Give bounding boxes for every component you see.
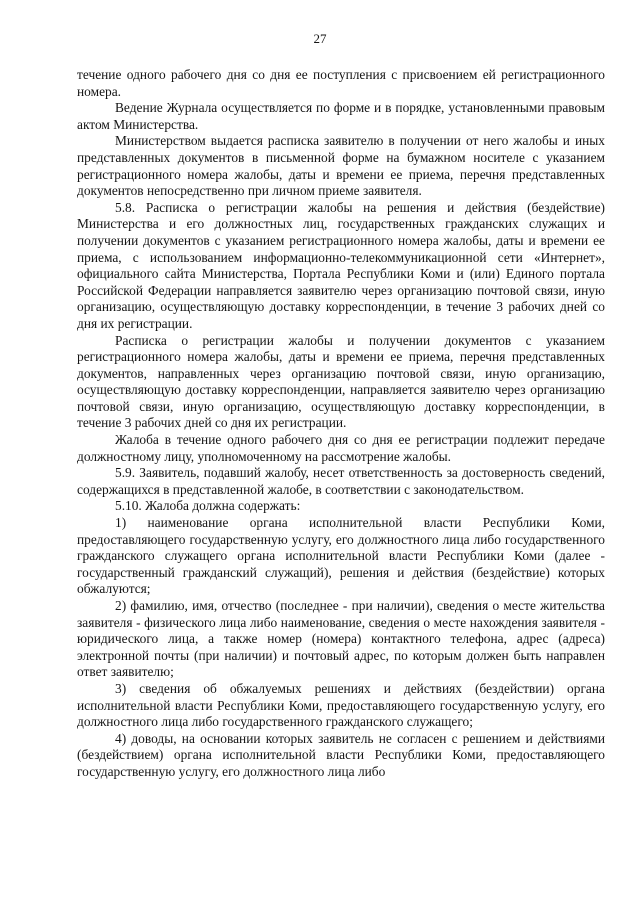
paragraph-5-10: 5.10. Жалоба должна содержать: [115,498,301,514]
paragraph-5-9: 5.9. Заявитель, подавший жалобу, несет ответственность за достоверность сведений, содержащихся в представленной жалобе, в соответствии с законодательством. [77,465,605,497]
paragraph-journal: Ведение Журнала осуществляется по форме и в порядке, установленными правовым актом Министерства. [77,100,605,132]
paragraph-5-8: 5.8. Расписка о регистрации жалобы на решения и действия (бездействие) Министерства и его должностных лиц, государственных гражданских служащих и получении документов с указанием регистрационного номера жалобы, даты и времени ее приема, с использованием информационно-телекоммуникационной сети «Интернет», официального сайта Министерства, Портала Республики Коми и (или) Единого портала Российской Федерации направляется заявителю через организацию почтовой связи, иную организацию, осуществляющую доставку корреспонденции, в течение 3 рабочих дней со дня их регистрации. [77,199,605,331]
paragraph-receipt: Министерством выдается расписка заявителю в получении от него жалобы и иных представленных документов в письменной форме на бумажном носителе с указанием регистрационного номера жалобы, даты и времени ее приема, перечня представленных документов непосредственно при личном приеме заявителя. [77,133,605,199]
paragraph-transfer: Жалоба в течение одного рабочего дня со дня ее регистрации подлежит передаче должностному лицу, уполномоченному на рассмотрение жалобы. [77,432,605,464]
paragraph-receipt-post: Расписка о регистрации жалобы и получении документов с указанием регистрационного номера жалобы, даты и времени ее приема, перечня представленных документов, направленных через организацию почтовой связи, иную организацию, осуществляющую доставку корреспонденции, направляется заявителю через организацию почтовой связи, иную организацию, осуществляющую доставку корреспонденции, в течение 3 рабочих дней со дня их регистрации. [77,332,605,431]
page-number: 27 [313,31,327,46]
paragraph-continuation: течение одного рабочего дня со дня ее поступления с присвоением ей регистрационного номера. [77,67,605,99]
list-item-3: 3) сведения об обжалуемых решениях и действиях (бездействии) органа исполнительной власти Республики Коми, предоставляющего государственную услугу, его должностного лица либо государственного гражданского служащего; [77,680,605,730]
list-item-4: 4) доводы, на основании которых заявитель не согласен с решением и действиями (бездействием) органа исполнительной власти Республики Коми, предоставляющего государственную услугу, его должностного лица либо [77,730,605,779]
list-item-1: 1) наименование органа исполнительной власти Республики Коми, предоставляющего государственную услугу, его должностного лица либо государственного гражданского служащего органа исполнительной власти Республики Коми (далее - государственный гражданский служащий), решения и действия (бездействие) которых обжалуются; [77,515,605,597]
document-body [77,67,605,781]
list-item-2: 2) фамилию, имя, отчество (последнее - при наличии), сведения о месте жительства заявителя - физического лица либо наименование, сведения о месте нахождения заявителя - юридического лица, а также номер (номера) контактного телефона, адрес (адреса) электронной почты (при наличии) и почтовый адрес, по которым должен быть направлен ответ заявителю; [77,598,605,680]
